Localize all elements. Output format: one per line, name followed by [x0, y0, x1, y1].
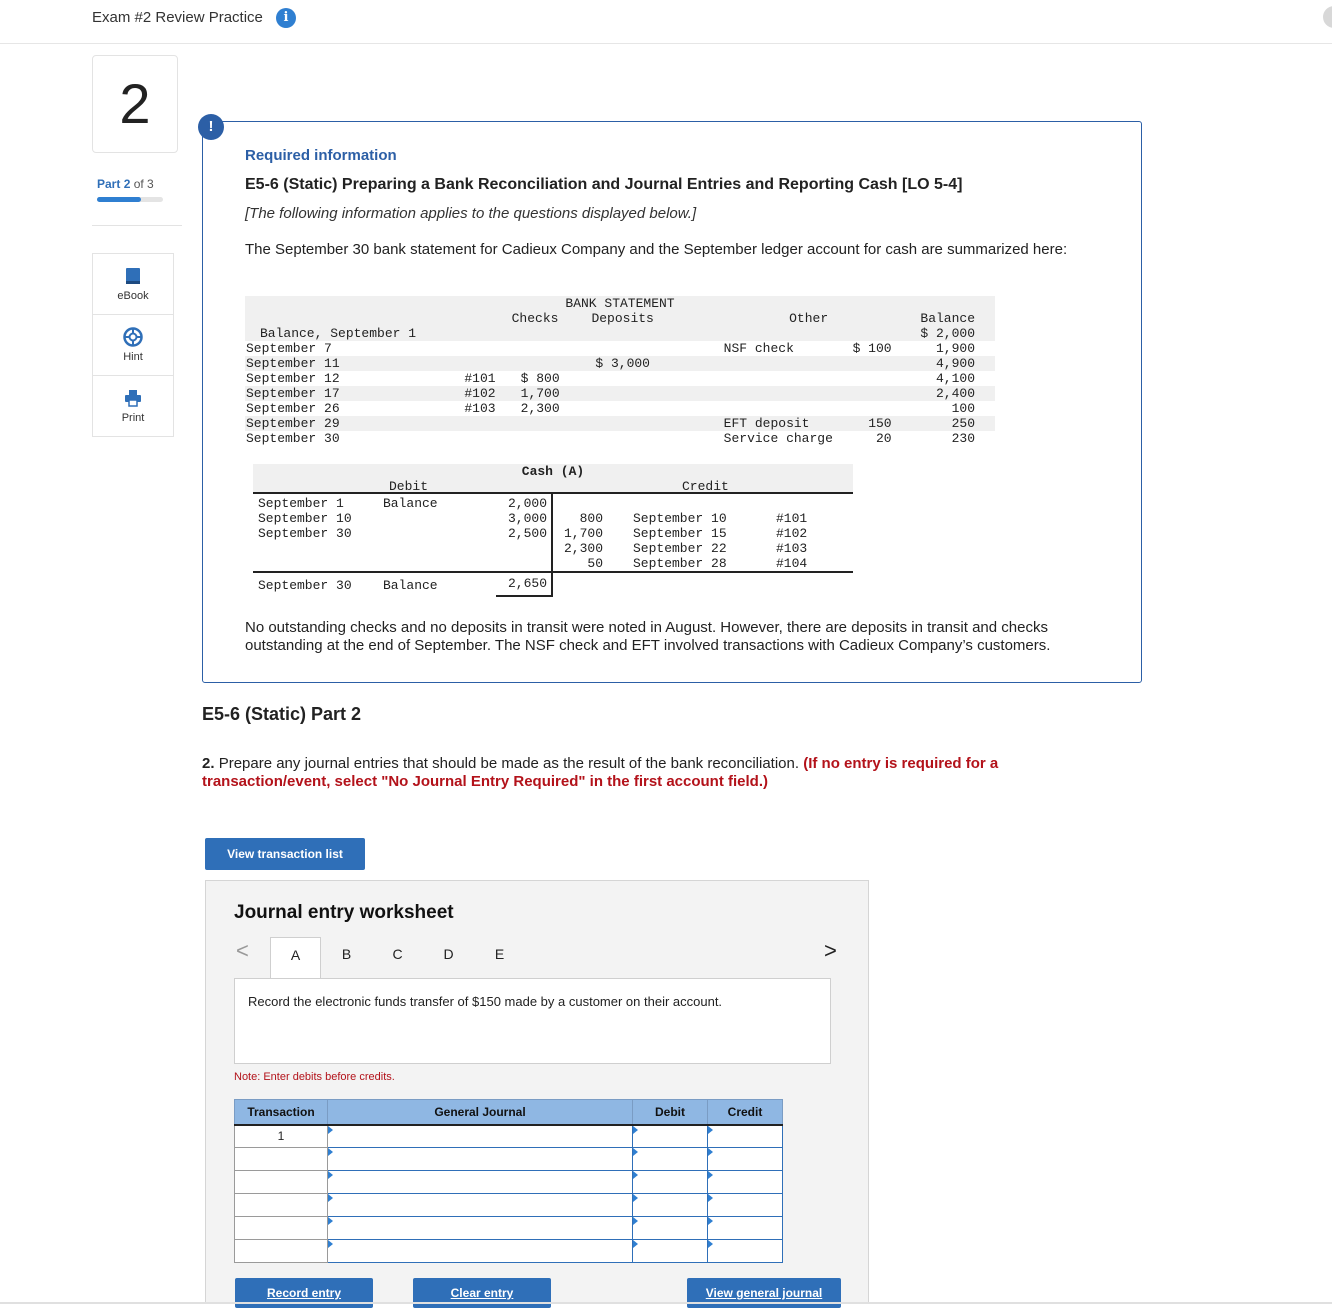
credit-amount: 50 [587, 556, 603, 571]
view-general-journal-label: View general journal [705, 1286, 823, 1300]
bank-cell-chk-no [464, 416, 502, 431]
info-icon[interactable]: i [276, 8, 296, 28]
credit-amount: 2,300 [563, 541, 603, 556]
bank-cell-other-amt [833, 326, 898, 341]
ending-label: Balance [383, 578, 438, 593]
journal-entry-worksheet [205, 880, 869, 1304]
tab-e[interactable]: E [494, 946, 505, 962]
bank-cell-chk-no [464, 356, 502, 371]
hint-icon [123, 327, 143, 347]
view-transaction-list-button[interactable]: View transaction list [205, 838, 365, 870]
transaction-number-cell: 1 [235, 1125, 328, 1148]
header-general-journal: General Journal [328, 1100, 633, 1125]
book-icon [123, 266, 143, 286]
bank-cell-date: September 11 [245, 356, 464, 371]
credit-amount: 1,700 [563, 526, 603, 541]
tab-a[interactable]: A [270, 937, 321, 979]
bank-cell-other-amt [833, 356, 898, 371]
journal-row [235, 1171, 783, 1194]
part-progress-bar [97, 197, 163, 202]
bank-statement-row [245, 326, 995, 341]
header-debit: Debit [633, 1100, 708, 1125]
bank-cell-dep [566, 341, 680, 356]
exercise-title: E5-6 (Static) Preparing a Bank Reconciliation and Journal Entries and Reporting Cash [LO 5-4] [245, 176, 963, 193]
bank-cell-chk-amt [502, 416, 566, 431]
account-select[interactable] [328, 1240, 633, 1263]
bank-cell-dep [566, 326, 680, 341]
instruction-text: Prepare any journal entries that should be made as the result of the bank reconciliation. [218, 755, 800, 772]
debit-balance-label: Balance [383, 496, 438, 511]
transaction-number-cell [235, 1240, 328, 1263]
additional-info-text: No outstanding checks and no deposits in transit were noted in August. However, there are deposits in transit and checks outstanding at the end of September. The NSF check and EFT involved transactions with Cadieux Company’s customers. [245, 619, 1051, 654]
ebook-button[interactable] [93, 254, 173, 315]
print-button[interactable] [93, 376, 173, 437]
transaction-number-cell [235, 1148, 328, 1171]
tab-b[interactable]: B [341, 946, 352, 962]
t-account-header [253, 464, 853, 494]
bank-statement-row [245, 356, 995, 371]
part-total: of 3 [133, 177, 154, 191]
credit-input[interactable] [708, 1148, 783, 1171]
top-bar [0, 0, 1332, 44]
bank-cell-bal: 4,100 [935, 371, 975, 386]
record-entry-label: Record entry [266, 1286, 342, 1300]
question-number: 2 [92, 55, 178, 153]
credit-header: Credit [682, 479, 729, 494]
part-indicator [97, 177, 154, 191]
bank-cell-dep [566, 416, 680, 431]
debit-input[interactable] [633, 1217, 708, 1240]
tab-d[interactable]: D [443, 946, 454, 962]
credit-input[interactable] [708, 1194, 783, 1217]
bank-cell-date: September 29 [245, 416, 464, 431]
bank-cell-bal: 250 [898, 416, 995, 431]
credit-date: September 22 [633, 541, 727, 556]
required-information-label: Required information [245, 147, 397, 164]
prev-arrow-icon[interactable]: < [236, 938, 249, 963]
credit-ref: #103 [776, 541, 808, 556]
bank-cell-chk-no [464, 341, 502, 356]
instruction-number: 2. [202, 755, 215, 772]
credit-amount: 800 [579, 511, 603, 526]
bank-statement-row [245, 371, 995, 386]
applies-note: [The following information applies to the questions displayed below.] [245, 205, 697, 222]
t-account-title: Cash (A) [521, 464, 585, 479]
part-prefix: Part [97, 177, 121, 191]
bank-statement-row [245, 416, 995, 431]
col-other: Other [680, 311, 898, 326]
divider [92, 225, 182, 226]
debit-date: September 30 [258, 526, 352, 541]
header-credit: Credit [708, 1100, 783, 1125]
bank-cell-dep [566, 401, 680, 416]
bank-cell-bal: 2,400 [898, 386, 995, 401]
debit-date: September 10 [258, 511, 352, 526]
bank-cell-date: September 26 [246, 401, 340, 416]
credit-input[interactable] [708, 1240, 783, 1263]
hint-label: Hint [123, 351, 143, 363]
journal-row [235, 1148, 783, 1171]
account-select[interactable] [328, 1171, 633, 1194]
debit-header: Debit [389, 479, 429, 494]
debit-input[interactable] [633, 1125, 708, 1148]
account-select[interactable] [328, 1125, 633, 1148]
part-number: 2 [123, 177, 131, 191]
ending-amount: 2,650 [507, 576, 547, 591]
journal-row [235, 1194, 783, 1217]
t-account-total-line [253, 571, 853, 573]
part-title: E5-6 (Static) Part 2 [202, 704, 362, 724]
bank-cell-other-desc [680, 401, 833, 416]
alert-icon: ! [198, 114, 224, 140]
debit-input[interactable] [633, 1148, 708, 1171]
bank-cell-other-amt: 20 [875, 431, 892, 446]
worksheet-title: Journal entry worksheet [234, 902, 454, 923]
credit-date: September 10 [633, 511, 727, 526]
bank-cell-other-desc: NSF check [723, 341, 794, 356]
bank-cell-dep: $ 3,000 [566, 356, 680, 371]
journal-row [235, 1240, 783, 1263]
bank-cell-dep [566, 431, 680, 446]
credit-ref: #101 [776, 511, 808, 526]
bank-cell-other-amt: 150 [833, 416, 898, 431]
bank-statement-row [245, 401, 995, 416]
debit-input[interactable] [633, 1171, 708, 1194]
assignment-title: Exam #2 Review Practice [92, 9, 263, 26]
bank-cell-chk-amt: 1,700 [502, 386, 566, 401]
account-select[interactable] [328, 1217, 633, 1240]
bank-statement-row [245, 431, 995, 446]
debits-note: Note: Enter debits before credits. [234, 1071, 395, 1083]
instruction-warning: (If no entry is required for a transaction/event, select "No Journal Entry Required" in the first account field.) [202, 755, 999, 790]
col-balance: Balance [898, 311, 995, 326]
bank-cell-chk-no [464, 431, 502, 446]
bank-cell-bal: 4,900 [898, 356, 995, 371]
bank-cell-date: September 7 [246, 341, 332, 356]
debit-amount: 3,000 [507, 511, 547, 526]
part-progress-fill [97, 197, 141, 202]
col-checks: Checks [464, 311, 565, 326]
clear-entry-label: Clear entry [450, 1286, 514, 1300]
bank-cell-other-amt [833, 371, 898, 386]
bank-cell-bal: 1,900 [935, 341, 975, 356]
transaction-number-cell [235, 1171, 328, 1194]
bank-cell-other-amt [833, 401, 898, 416]
account-select[interactable] [328, 1148, 633, 1171]
instruction [202, 755, 1062, 791]
bank-statement [245, 296, 995, 446]
credit-input[interactable] [708, 1217, 783, 1240]
bank-cell-chk-amt [502, 341, 566, 356]
debit-amount: 2,000 [507, 496, 547, 511]
bank-cell-other-amt: $ 100 [852, 341, 892, 356]
bank-cell-other-desc: EFT deposit [680, 416, 833, 431]
bank-cell-date: September 12 [246, 371, 340, 386]
bank-cell-chk-no [464, 326, 502, 341]
bank-cell-bal: $ 2,000 [898, 326, 995, 341]
bank-cell-other-desc [680, 386, 833, 401]
print-icon [123, 388, 143, 408]
bank-cell-date: September 17 [245, 386, 464, 401]
bank-cell-chk-no: #101 [464, 371, 496, 386]
debit-input[interactable] [633, 1194, 708, 1217]
bank-statement-row [245, 386, 995, 401]
account-select[interactable] [328, 1194, 633, 1217]
bank-cell-chk-amt: 2,300 [520, 401, 560, 416]
header-transaction: Transaction [235, 1100, 328, 1125]
transaction-description: Record the electronic funds transfer of $150 made by a customer on their account. [234, 978, 831, 1064]
bank-statement-title: BANK STATEMENT [245, 296, 995, 311]
bank-cell-date: Balance, September 1 [245, 326, 464, 341]
journal-table [234, 1099, 783, 1263]
bank-cell-chk-no: #103 [464, 401, 496, 416]
bank-cell-other-amt [833, 386, 898, 401]
credit-ref: #102 [776, 526, 808, 541]
bank-cell-date: September 30 [246, 431, 340, 446]
next-arrow-icon[interactable]: > [824, 938, 837, 963]
bank-cell-chk-amt [502, 431, 566, 446]
bank-statement-table [245, 296, 995, 446]
bank-cell-other-desc: Service charge [723, 431, 833, 446]
bank-cell-chk-amt [502, 356, 566, 371]
bank-statement-row [245, 341, 995, 356]
bank-cell-chk-no: #102 [464, 386, 502, 401]
intro-text: The September 30 bank statement for Cadieux Company and the September ledger account for cash are summarized here: [245, 241, 1068, 258]
bank-cell-dep [566, 371, 680, 386]
bank-cell-bal: 100 [951, 401, 975, 416]
bank-cell-other-desc [680, 371, 833, 386]
col-deposits: Deposits [566, 311, 680, 326]
bank-cell-bal: 230 [951, 431, 975, 446]
debit-date: September 1 [258, 496, 344, 511]
bank-cell-dep [566, 386, 680, 401]
transaction-number-cell [235, 1217, 328, 1240]
transaction-number-cell [235, 1194, 328, 1217]
credit-input[interactable] [708, 1125, 783, 1148]
credit-date: September 28 [633, 556, 727, 571]
credit-input[interactable] [708, 1171, 783, 1194]
bank-cell-chk-amt [502, 326, 566, 341]
debit-amount: 2,500 [507, 526, 547, 541]
ebook-label: eBook [117, 290, 149, 302]
bank-cell-other-desc [680, 326, 833, 341]
hint-button[interactable] [93, 315, 173, 376]
help-icon[interactable] [1323, 6, 1332, 28]
journal-row [235, 1125, 783, 1148]
credit-date: September 15 [633, 526, 727, 541]
bank-cell-other-desc [680, 356, 833, 371]
print-label: Print [121, 412, 145, 424]
bank-cell-chk-amt: $ 800 [520, 371, 560, 386]
debit-input[interactable] [633, 1240, 708, 1263]
tab-c[interactable]: C [392, 946, 403, 962]
tools-panel [92, 253, 174, 437]
credit-ref: #104 [776, 556, 808, 571]
ending-date: September 30 [258, 578, 352, 593]
journal-row [235, 1217, 783, 1240]
